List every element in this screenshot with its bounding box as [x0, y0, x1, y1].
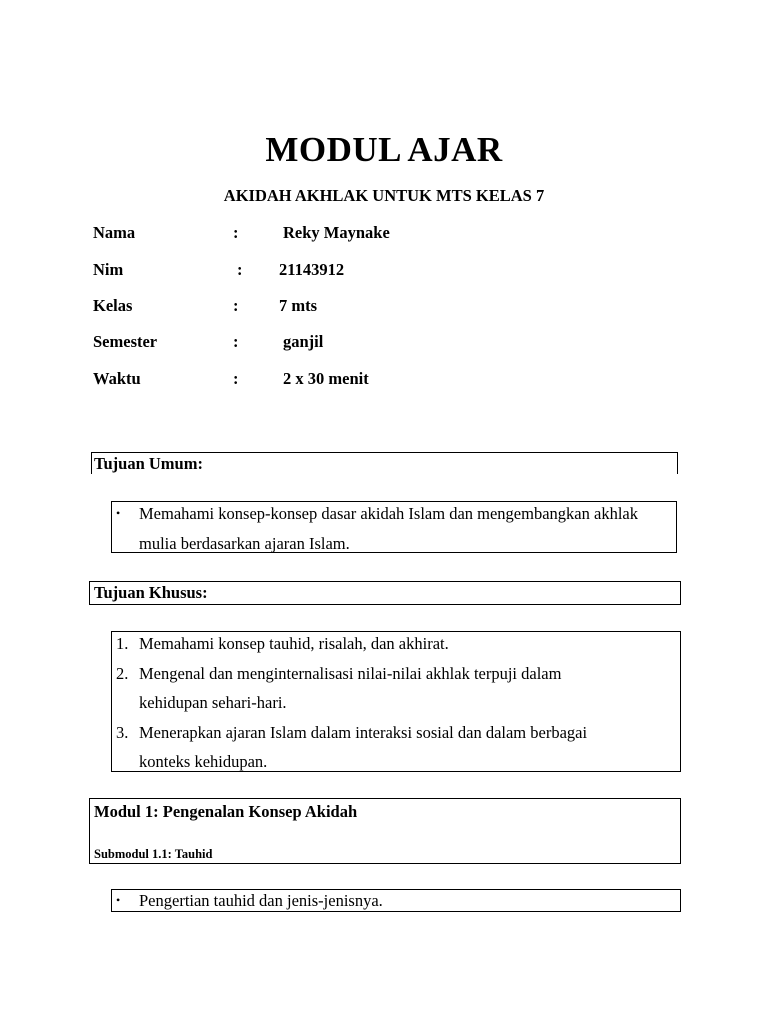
info-colon: :: [233, 223, 239, 242]
document-subtitle: AKIDAH AKHLAK UNTUK MTS KELAS 7: [223, 186, 545, 205]
modul-1-list: [112, 886, 652, 916]
bullet-icon: •: [116, 893, 121, 907]
list-item: [112, 659, 612, 718]
tujuan-umum-heading-box: [91, 452, 678, 474]
document-title: MODUL AJAR: [265, 130, 503, 169]
tujuan-khusus-heading: Tujuan Khusus:: [94, 583, 208, 602]
info-label: Nama: [93, 223, 136, 242]
info-label: Nim: [93, 260, 124, 279]
tujuan-khusus-content-box: [111, 631, 681, 772]
info-value: ganjil: [283, 332, 324, 351]
tujuan-umum-heading: Tujuan Umum:: [94, 454, 203, 473]
bullet-icon: •: [116, 506, 121, 520]
list-item-text: Mengenal dan menginternalisasi nilai-nilai akhlak terpuji dalam kehidupan sehari-hari.: [139, 663, 562, 712]
info-colon: :: [233, 369, 239, 388]
tujuan-umum-content-box: [111, 501, 677, 553]
tujuan-khusus-heading-box: [89, 581, 681, 605]
info-colon: :: [233, 296, 239, 315]
list-number: 1.: [116, 634, 129, 653]
list-item: [112, 499, 652, 558]
info-value: 2 x 30 menit: [283, 369, 369, 388]
info-value: Reky Maynake: [283, 223, 390, 242]
list-item-text: Memahami konsep-konsep dasar akidah Islam dan mengembangkan akhlak mulia berdasarkan ajaran Islam.: [139, 504, 638, 553]
info-colon: :: [233, 332, 239, 351]
list-item-text: Pengertian tauhid dan jenis-jenisnya.: [139, 891, 383, 910]
info-label: Kelas: [93, 296, 133, 315]
info-value: 21143912: [279, 260, 345, 279]
list-number: 3.: [116, 722, 129, 742]
submodul-heading: Submodul 1.1: Tauhid: [94, 847, 213, 861]
tujuan-khusus-list: [112, 629, 612, 777]
info-label: Waktu: [93, 369, 141, 388]
list-item: [112, 629, 612, 659]
info-value: 7 mts: [279, 296, 318, 315]
list-item: [112, 718, 612, 777]
list-item-text: Memahami konsep tauhid, risalah, dan akhirat.: [139, 634, 449, 653]
modul-1-content-box: [111, 889, 681, 912]
info-label: Semester: [93, 332, 158, 351]
tujuan-umum-list: [112, 499, 652, 558]
list-number: 2.: [116, 663, 129, 683]
info-colon: :: [237, 260, 243, 279]
modul-1-box: [89, 798, 681, 864]
modul-1-heading: Modul 1: Pengenalan Konsep Akidah: [94, 802, 358, 821]
list-item: [112, 886, 652, 916]
list-item-text: Menerapkan ajaran Islam dalam interaksi sosial dan dalam berbagai konteks kehidupan.: [139, 722, 588, 771]
